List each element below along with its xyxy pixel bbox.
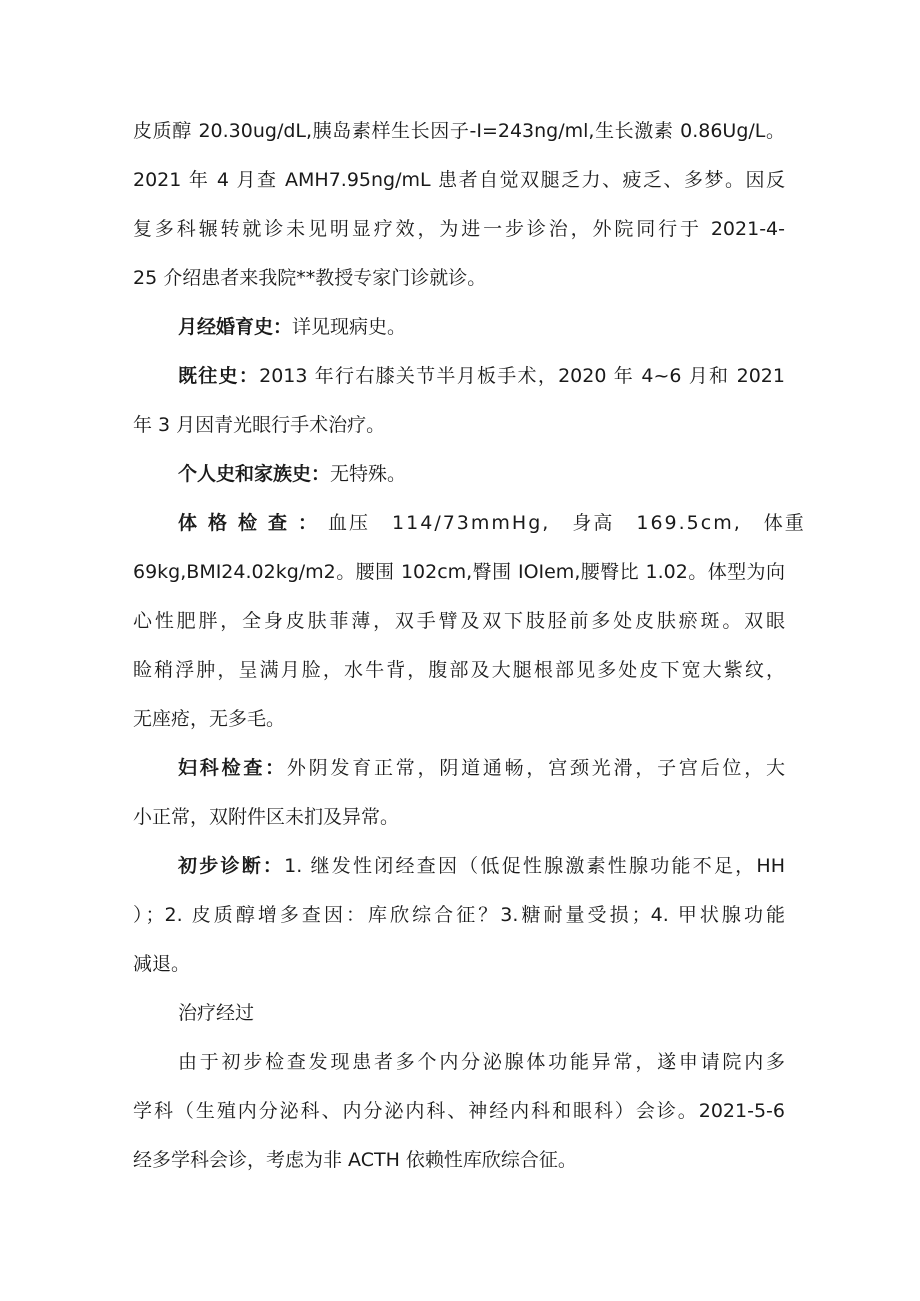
text-line: 心性肥胖，全身皮肤菲薄，双手臂及双下肢胫前多处皮肤瘀斑。双眼 (133, 610, 785, 632)
section-text: 血压 114/73mmHg, 身高 169.5cm, 体重 (328, 512, 806, 534)
text-line: 25 介绍患者来我院**教授专家门诊就诊。 (133, 267, 487, 289)
section-text: 详见现病史。 (292, 316, 407, 338)
menstrual-history (178, 315, 406, 339)
text-line: 年 3 月因青光眼行手术治疗。 (133, 414, 386, 436)
text-line: 皮质醇 20.30ug/dL,胰岛素样生长因子-I=243ng/ml,生长激素 0.86Ug/L。 (133, 120, 785, 142)
section-label: 妇科检查： (178, 757, 287, 779)
preliminary-diagnosis (178, 854, 785, 878)
text-line: 69kg,BMI24.02kg/m2。腰围 102cm,臀围 IOIem,腰臀比 1.02。体型为向 (133, 561, 785, 583)
personal-family-history (178, 462, 406, 486)
section-text: 无特殊。 (330, 463, 407, 485)
text-line: ）；2. 皮质醇增多查因：库欣综合征？3.糖耐量受损；4. 甲状腺功能 (133, 904, 785, 926)
gyn-exam (178, 756, 785, 780)
section-label: 月经婚育史： (178, 316, 293, 338)
text-line: 减退。 (133, 953, 191, 975)
text-line: 小正常，双附件区未扪及异常。 (133, 806, 400, 828)
section-label: 既往史： (178, 365, 260, 387)
section-text: 外阴发育正常，阴道通畅，宫颈光滑，子宫后位，大 (286, 757, 785, 779)
section-label: 初步诊断： (178, 855, 285, 877)
text-line: 复多科辗转就诊未见明显疗效，为进一步诊治，外院同行于 2021-4- (133, 218, 785, 240)
text-line: 由于初步检查发现患者多个内分泌腺体功能异常，遂申请院内多 (178, 1051, 785, 1073)
text-line: 睑稍浮肿，呈满月脸，水牛背，腹部及大腿根部见多处皮下宽大紫纹， (133, 659, 785, 681)
section-label: 体格检查： (178, 512, 329, 534)
past-history (178, 364, 785, 388)
text-line: 经多学科会诊，考虑为非 ACTH 依赖性库欣综合征。 (133, 1149, 577, 1171)
section-text: 2013 年行右膝关节半月板手术，2020 年 4~6 月和 2021 (259, 365, 785, 387)
text-line: 无座疮，无多毛。 (133, 708, 286, 730)
text-line: 学科（生殖内分泌科、内分泌内科、神经内科和眼科）会诊。2021-5-6 (133, 1100, 785, 1122)
treatment-heading: 治疗经过 (178, 1002, 255, 1024)
physical-exam (178, 511, 806, 535)
text-line: 2021 年 4 月查 AMH7.95ng/mL 患者自觉双腿乏力、疲乏、多梦。因反 (133, 169, 785, 191)
section-label: 个人史和家族史： (178, 463, 331, 485)
section-text: 1. 继发性闭经查因（低促性腺激素性腺功能不足，HH (284, 855, 785, 877)
